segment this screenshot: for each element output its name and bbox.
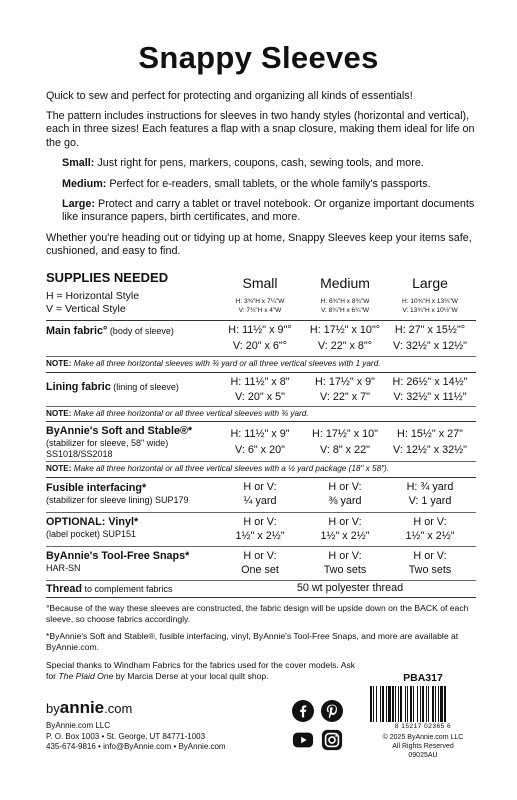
facebook-icon[interactable] [292, 700, 314, 722]
barcode-bar [444, 686, 446, 722]
vinyl-r1-small: H or V: [243, 516, 277, 528]
barcode-bar [417, 686, 418, 722]
barcode-bar [432, 686, 434, 722]
lining-fabric-label: Lining fabric (lining of sleeve) [46, 381, 179, 393]
barcode-bar [392, 686, 394, 722]
pinterest-icon[interactable] [321, 700, 343, 722]
company-contact: 435-674-9816 • info@ByAnnie.com • ByAnnie.com [46, 742, 226, 751]
instagram-icon[interactable] [321, 729, 343, 751]
soft-stable-note: NOTE: Make all three horizontal or all three vertical sleeves with a ½ yard package (18" x 58"). [46, 464, 390, 473]
stable-h-small: H: 11½" x 9" [230, 428, 290, 440]
legend-vertical: V = Vertical Style [46, 303, 126, 315]
barcode-bar [382, 686, 384, 722]
barcode-bar [376, 686, 377, 722]
lining-h-medium: H: 17½" x 9" [315, 376, 375, 388]
byannie-logo: byannie.com [46, 698, 133, 717]
vinyl-r2-small: 1½" x 2½" [235, 530, 285, 542]
page-title: Snappy Sleeves [138, 40, 379, 75]
barcode-bar [380, 686, 381, 722]
divider [46, 597, 476, 598]
barcode-bar [395, 686, 396, 722]
copyright-block [368, 733, 478, 760]
barcode-bar [438, 686, 439, 722]
stable-v-large: V: 12½" x 32½" [393, 444, 467, 456]
supplies-heading: SUPPLIES NEEDED [46, 270, 169, 285]
large-description: Large: Protect and carry a tablet or travel notebook. Or organize important documents like insurance papers, birth certificates, and more. [62, 198, 475, 224]
barcode-bar [440, 686, 443, 722]
barcode-bar [370, 686, 372, 722]
company-name: ByAnnie.com LLC [46, 721, 111, 730]
divider [46, 356, 476, 357]
footnote-availability: *ByAnnie's Soft and Stable®, fusible interfacing, vinyl, ByAnnie's Tool-Free Snaps, and more are available at ByAnnie.com. [46, 631, 459, 652]
snaps-r1-small: H or V: [243, 550, 277, 562]
thread-label: Thread to complement fabrics [46, 583, 173, 595]
thread-value: 50 wt polyester thread [296, 582, 404, 594]
snaps-label: ByAnnie's Tool-Free Snaps* [46, 550, 190, 562]
dim-small: H: 3¾"H x 7¼"W V: 7¾"H x 4"W [235, 298, 285, 314]
main-v-large: V: 32½" x 12½" [393, 340, 467, 352]
barcode-bar [435, 686, 436, 722]
divider [46, 477, 476, 478]
footnote-thanks: Special thanks to Windham Fabrics for the fabrics used for the cover models. Ask for The Plaid One by Marcia Derse at your local quilt shop. [46, 660, 356, 681]
snaps-r2-small: One set [241, 564, 279, 576]
barcode-bar [420, 686, 421, 722]
main-h-small: H: 11½" x 9"° [228, 324, 292, 336]
company-po-box: P. O. Box 1003 • St. George, UT 84771-1003 [46, 731, 206, 741]
vinyl-r2-medium: 1½" x 2½" [320, 530, 370, 542]
snaps-r2-large: Two sets [408, 564, 452, 576]
divider [46, 421, 476, 422]
version-code: 09025AU [408, 752, 438, 759]
soft-stable-sub-1: (stabilizer for sleeve, 58" wide) [46, 438, 169, 448]
barcode-bar [400, 686, 402, 722]
stable-h-large: H: 15½" x 27" [397, 428, 463, 440]
lining-fabric-note: NOTE: Make all three horizontal or all three vertical sleeves with ¾ yard. [46, 409, 309, 418]
fusible-sub: (stabilizer for sleeve lining) SUP179 [46, 495, 189, 505]
fusible-r1-large: H: ¾ yard [406, 481, 454, 493]
snaps-r1-medium: H or V: [328, 550, 362, 562]
barcode-bar [410, 686, 412, 722]
fusible-r1-small: H or V: [243, 481, 277, 493]
fusible-r2-small: ¼ yard [243, 495, 277, 507]
intro-paragraph-2: The pattern includes instructions for sleeves in two handy styles (horizontal and vertical), each in three sizes! Each features a flap with a snap closure, making them ideal for life on the go. [46, 110, 475, 149]
size-header-small: Small [242, 275, 278, 291]
lining-h-small: H: 11½" x 8" [230, 376, 290, 388]
rights: All Rights Reserved [392, 743, 454, 750]
stable-v-medium: V: 8" x 22" [320, 444, 370, 456]
dim-large: H: 10¾"H x 13¾"W V: 13¾"H x 10½"W [402, 298, 458, 314]
product-code: PBA317 [403, 672, 443, 684]
lining-v-large: V: 32½" x 11½" [393, 391, 467, 403]
vinyl-label: OPTIONAL: Vinyl* [46, 516, 139, 528]
barcode-bar [422, 686, 424, 722]
soft-stable-label: ByAnnie's Soft and Stable®* [46, 425, 193, 437]
barcode-number: 8 15217 02365 6 [394, 723, 452, 730]
barcode-bar [407, 686, 408, 722]
size-header-medium: Medium [320, 275, 370, 291]
youtube-icon[interactable] [292, 729, 314, 751]
snaps-sub: HAR-SN [46, 563, 81, 573]
divider [46, 461, 476, 462]
lining-v-small: V: 20" x 5" [235, 391, 285, 403]
divider [46, 546, 476, 547]
snaps-r1-large: H or V: [413, 550, 447, 562]
divider [46, 320, 476, 321]
fusible-label: Fusible interfacing* [46, 482, 147, 494]
divider [46, 512, 476, 513]
footnote-fabric-direction: °Because of the way these sleeves are constructed, the fabric design will be upside down on the BACK of each sleeve, so choose fabrics accordingly. [46, 603, 469, 624]
company-address [46, 721, 226, 753]
medium-description: Medium: Perfect for e-readers, small tablets, or the whole family's passports. [62, 178, 431, 190]
barcode-bar [388, 686, 391, 722]
intro-paragraph-1: Quick to sew and perfect for protecting and organizing all kinds of essentials! [46, 90, 413, 102]
vinyl-sub: (label pocket) SUP151 [46, 529, 137, 539]
barcode-bar [398, 686, 399, 722]
intro-paragraph-3: Whether you're heading out or tidying up at home, Snappy Sleeves keep your items safe, cushioned, and easy to find. [46, 232, 472, 258]
barcode-bar [386, 686, 387, 722]
divider [46, 406, 476, 407]
stable-v-small: V: 6" x 20" [235, 444, 285, 456]
snaps-r2-medium: Two sets [323, 564, 367, 576]
barcode-bar [373, 686, 374, 722]
divider [46, 580, 476, 581]
barcode [368, 686, 478, 722]
main-h-medium: H: 17½" x 10"° [309, 324, 381, 336]
vinyl-r1-large: H or V: [413, 516, 447, 528]
barcode-bar [426, 686, 427, 722]
main-fabric-label: Main fabric° (body of sleeve) [46, 325, 174, 337]
dim-medium: H: 6¾"H x 8¾"W V: 8¾"H x 6¼"W [320, 298, 370, 314]
stable-h-medium: H: 17½" x 10" [312, 428, 378, 440]
lining-h-large: H: 26½" x 14½" [392, 376, 468, 388]
main-h-large: H: 27" x 15½"° [394, 324, 466, 336]
vinyl-r2-large: 1½" x 2½" [405, 530, 455, 542]
legend-horizontal: H = Horizontal Style [46, 290, 140, 302]
soft-stable-sub-2: SS1018/SS2018 [46, 449, 113, 459]
vinyl-r1-medium: H or V: [328, 516, 362, 528]
lining-v-medium: V: 22" x 7" [320, 391, 370, 403]
size-header-large: Large [412, 275, 448, 291]
barcode-bar [428, 686, 429, 722]
copyright: © 2025 ByAnnie.com LLC [382, 734, 464, 741]
main-fabric-note: NOTE: Make all three horizontal sleeves with ¾ yard or all three vertical sleeves with 1 yard. [46, 359, 381, 368]
fusible-r2-medium: ⅜ yard [328, 495, 362, 507]
divider [46, 372, 476, 373]
fusible-r1-medium: H or V: [328, 481, 362, 493]
fusible-r2-large: V: 1 yard [408, 495, 452, 507]
barcode-bar [413, 686, 414, 722]
main-v-small: V: 20" x 6"° [232, 340, 288, 352]
small-description: Small: Just right for pens, markers, coupons, cash, sewing tools, and more. [62, 157, 424, 169]
barcode-bar [405, 686, 406, 722]
main-v-medium: V: 22" x 8"° [317, 340, 373, 352]
